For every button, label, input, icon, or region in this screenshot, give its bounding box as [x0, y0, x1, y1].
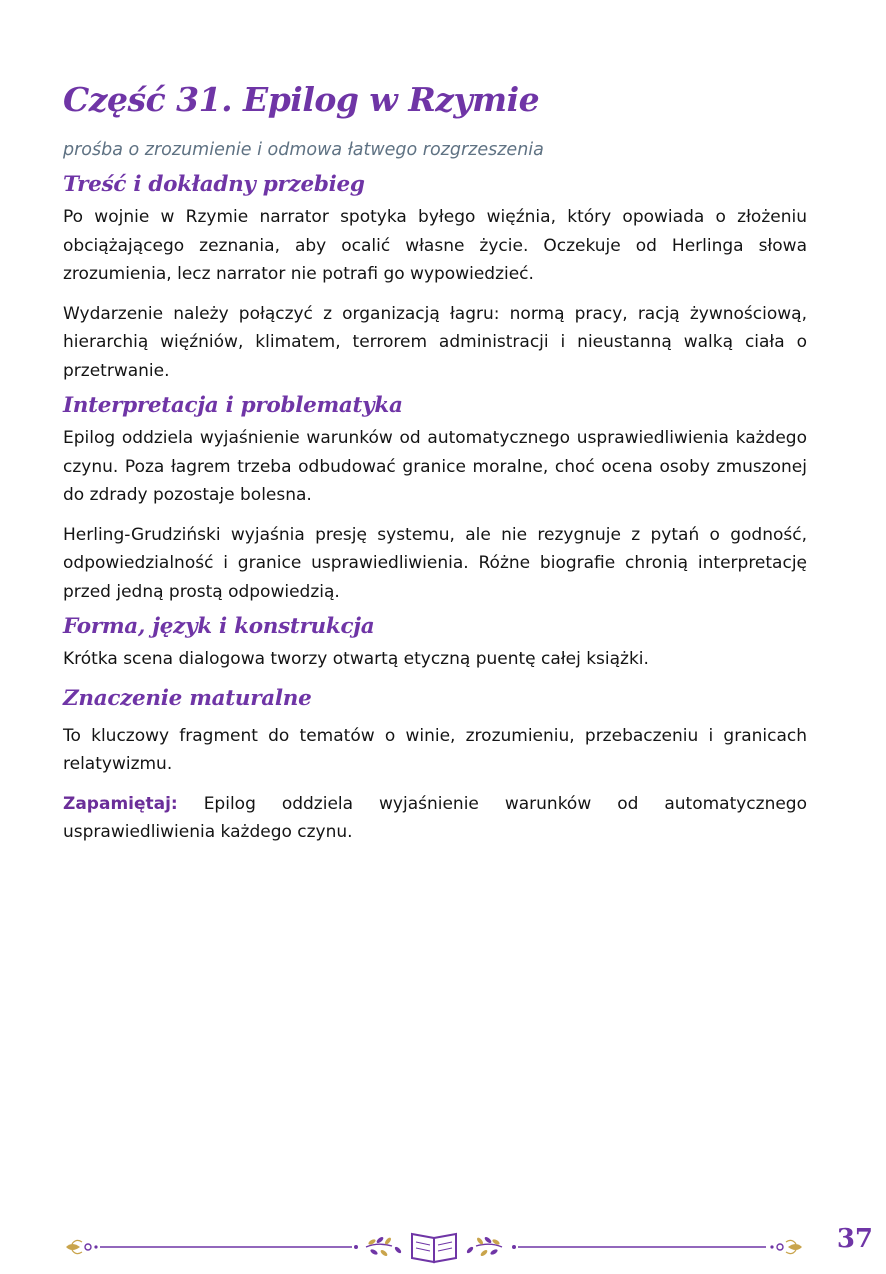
section-heading-exam-significance: Znaczenie maturalne	[63, 685, 312, 711]
footer-ornament	[0, 1222, 886, 1274]
page-content	[63, 78, 807, 847]
section-heading-form: Forma, język i konstrukcja	[63, 614, 375, 639]
paragraph: To kluczowy fragment do tematów o winie, zrozumieniu, przebaczeniu i granicach relatywizmu.	[63, 725, 807, 774]
section-heading-content: Treść i dokładny przebieg	[63, 172, 365, 197]
laurel-left-icon	[366, 1236, 402, 1257]
remember-note	[63, 790, 807, 847]
remember-text: Epilog oddziela wyjaśnienie warunków od automatycznego usprawiedliwienia każdego czynu.	[63, 793, 807, 842]
right-flourish-icon	[770, 1240, 802, 1253]
left-flourish-icon	[66, 1240, 98, 1253]
paragraph: Wydarzenie należy połączyć z organizacją łagru: normą pracy, racją żywnościową, hierarchią więźniów, klimatem, terrorem administracji i nieustanną walką ciała o przetrwanie.	[63, 303, 807, 381]
remember-label: Zapamiętaj:	[63, 793, 178, 814]
paragraph: Herling-Grudziński wyjaśnia presję systemu, ale nie rezygnuje z pytań o godność, odpowiedzialność i granice usprawiedliwienia. Różne biografie chronią interpretację przed jedną prostą odpowiedzią.	[63, 524, 807, 602]
paragraph: Krótka scena dialogowa tworzy otwartą etyczną puentę całej książki.	[63, 649, 649, 669]
paragraph: Epilog oddziela wyjaśnienie warunków od automatycznego usprawiedliwienia każdego czynu. Poza łagrem trzeba odbudować granice moralne, choć ocena osoby zmuszonej do zdrady pozostaje bolesna.	[63, 428, 807, 505]
laurel-right-icon	[466, 1236, 502, 1257]
page-number: 37	[836, 1224, 873, 1254]
paragraph: Po wojnie w Rzymie narrator spotyka byłego więźnia, który opowiada o złożeniu obciążającego zeznania, aby ocalić własne życie. Oczekuje od Herlinga słowa zrozumienia, lecz narrator nie potrafi go wypowiedzieć.	[63, 207, 807, 284]
chapter-title: Część 31. Epilog w Rzymie	[63, 80, 540, 119]
open-book-icon	[412, 1234, 456, 1262]
chapter-subtitle: prośba o zrozumienie i odmowa łatwego rozgrzeszenia	[63, 140, 544, 160]
section-heading-interpretation: Interpretacja i problematyka	[63, 393, 403, 418]
